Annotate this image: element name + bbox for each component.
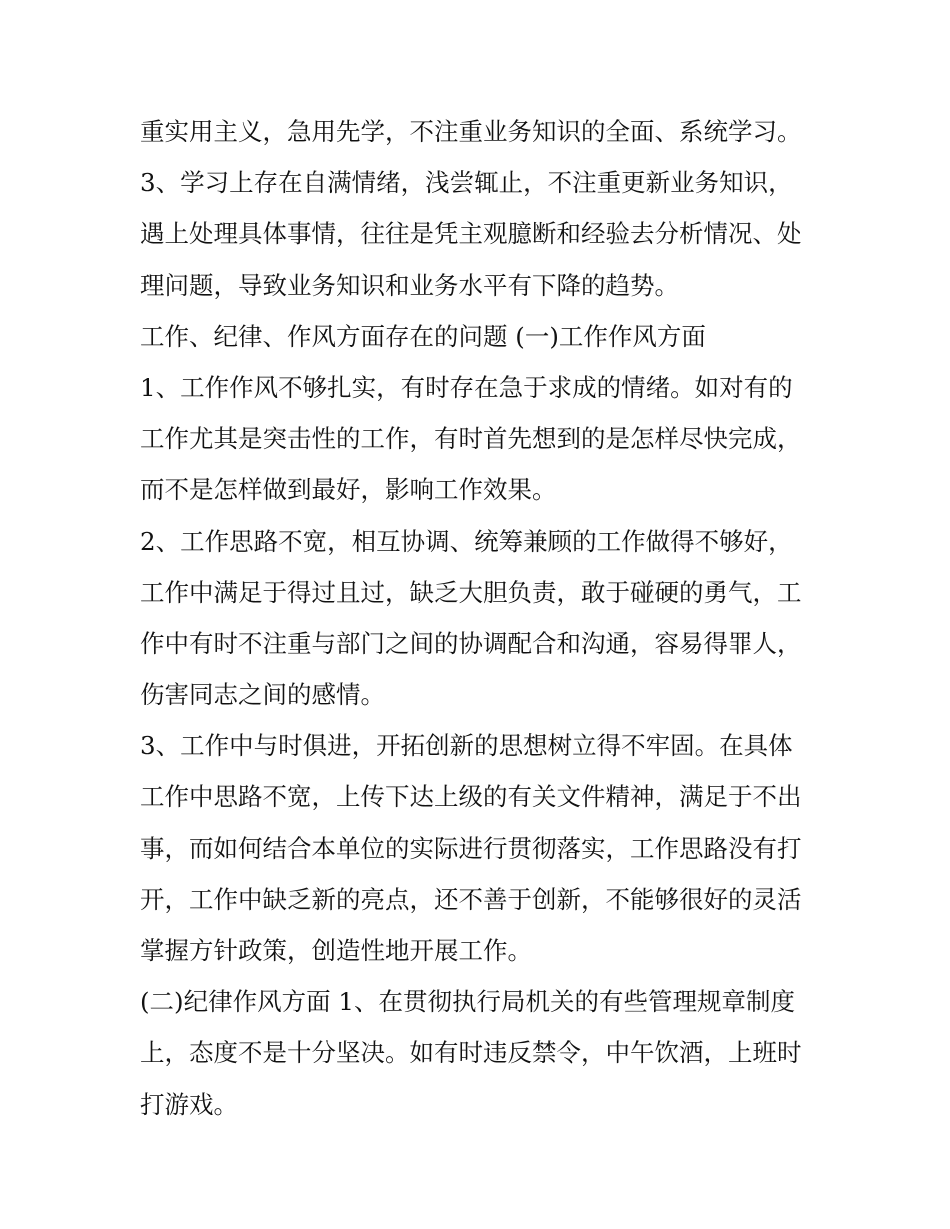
text-line: 理问题，导致业务知识和业务水平有下降的趋势。 bbox=[140, 270, 679, 300]
text-line: 工作尤其是突击性的工作，有时首先想到的是怎样尽快完成， bbox=[140, 424, 802, 454]
text-line: 遇上处理具体事情，往往是凭主观臆断和经验去分析情况、处 bbox=[140, 219, 802, 249]
text-line: 3、工作中与时俱进，开拓创新的思想树立得不牢固。在具体 bbox=[140, 731, 793, 761]
text-line: 而不是怎样做到最好，影响工作效果。 bbox=[140, 475, 557, 505]
text-line: 上，态度不是十分坚决。如有时违反禁令，中午饮酒，上班时 bbox=[140, 1038, 802, 1068]
text-line: 作中有时不注重与部门之间的协调配合和沟通，容易得罪人， bbox=[140, 628, 802, 658]
text-line: 3、学习上存在自满情绪，浅尝辄止，不注重更新业务知识， bbox=[140, 168, 793, 198]
text-line: (二)纪律作风方面 1、在贯彻执行局机关的有些管理规章制度 bbox=[140, 987, 795, 1017]
section-heading: 工作、纪律、作风方面存在的问题 (一)工作作风方面 bbox=[140, 321, 706, 351]
text-line: 工作中思路不宽，上传下达上级的有关文件精神，满足于不出 bbox=[140, 782, 802, 812]
text-line: 开，工作中缺乏新的亮点，还不善于创新，不能够很好的灵活 bbox=[140, 884, 802, 914]
document-body bbox=[140, 106, 820, 1130]
text-line: 2、工作思路不宽，相互协调、统筹兼顾的工作做得不够好， bbox=[140, 526, 793, 556]
text-line: 重实用主义，急用先学，不注重业务知识的全面、系统学习。 bbox=[140, 117, 802, 146]
text-line: 伤害同志之间的感情。 bbox=[140, 680, 385, 710]
text-line: 1、工作作风不够扎实，有时存在急于求成的情绪。如对有的 bbox=[140, 372, 793, 402]
text-line: 工作中满足于得过且过，缺乏大胆负责，敢于碰硬的勇气，工 bbox=[140, 577, 802, 607]
text-line: 事，而如何结合本单位的实际进行贯彻落实，工作思路没有打 bbox=[140, 833, 802, 863]
text-line: 掌握方针政策，创造性地开展工作。 bbox=[140, 936, 532, 965]
text-line: 打游戏。 bbox=[140, 1089, 238, 1119]
